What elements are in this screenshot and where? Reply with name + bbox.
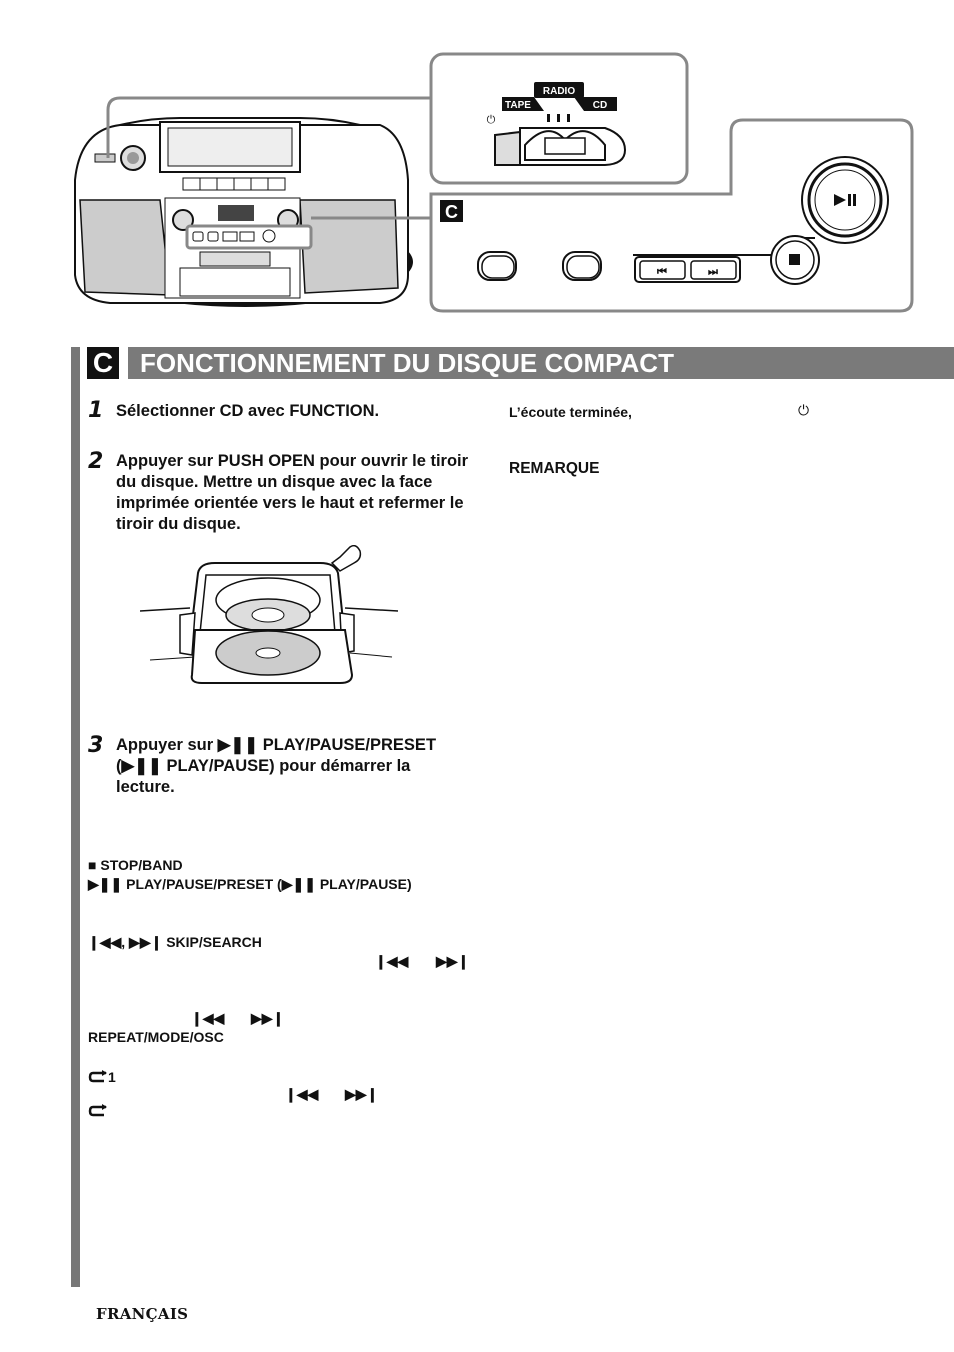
repeat-icon xyxy=(88,1070,108,1084)
step-2-text: Appuyer sur PUSH OPEN pour ouvrir le tiroir du disque. Mettre un disque avec la face imprimée orientée vers le haut et refermer le tiroir du disque. xyxy=(116,452,469,533)
section-letter: C xyxy=(87,347,119,379)
step-1-text: Sélectionner CD avec FUNCTION. xyxy=(116,402,380,420)
device-illustration xyxy=(0,0,954,340)
repeat-one-label: 1 xyxy=(108,1069,116,1085)
section-side-bar xyxy=(71,347,80,1287)
skip-forward-icon: ▶▶❙ xyxy=(251,1010,285,1026)
repeat-icon xyxy=(88,1104,108,1118)
step-3-text-open: ( xyxy=(116,757,122,775)
skip-back-icon: ❙◀◀ xyxy=(375,953,409,969)
play-pause-icon: ▶❚❚ xyxy=(217,736,259,754)
svg-text:⏭: ⏭ xyxy=(708,265,718,278)
step-2-number: 2 xyxy=(88,449,104,474)
svg-text:RADIO: RADIO xyxy=(542,86,576,97)
skip-forward-icon: ▶▶❙ xyxy=(436,953,470,969)
stop-band-label: STOP/BAND xyxy=(100,857,183,873)
svg-text:TAPE: TAPE xyxy=(505,100,531,111)
repeat-all-line xyxy=(88,1104,108,1122)
step-3-text-main: PLAY/PAUSE/PRESET xyxy=(262,736,437,754)
section-title: FONCTIONNEMENT DU DISQUE COMPACT xyxy=(140,348,674,378)
step-3-text-main2: PLAY/PAUSE) pour démarrer la xyxy=(166,757,411,775)
function-selector-panel xyxy=(431,54,687,183)
remark-heading: REMARQUE xyxy=(509,460,600,477)
stop-band-line xyxy=(88,856,183,874)
play-pause-icon: ▶❚❚ xyxy=(88,876,123,892)
play-pause-line xyxy=(88,875,412,893)
skip-back-icon: ❙◀◀ xyxy=(285,1086,319,1102)
step-3-text-pre: Appuyer sur xyxy=(116,736,214,754)
footer-language: FRANÇAIS xyxy=(96,1305,189,1323)
svg-text:C: C xyxy=(445,202,458,222)
skip-comma: , xyxy=(121,934,126,950)
repeat-one-line xyxy=(88,1068,116,1086)
disc-tray-illustration xyxy=(140,545,400,710)
step-3-text-end: lecture. xyxy=(116,778,175,796)
play-pause-preset-label: PLAY/PAUSE/PRESET ( xyxy=(126,876,282,892)
play-pause-icon: ▶❚❚ xyxy=(121,757,162,775)
repeat-mode-osc-label: REPEAT/MODE/OSC xyxy=(88,1029,224,1045)
svg-text:⏻: ⏻ xyxy=(486,113,496,126)
skip-back-icon: ❙◀◀ xyxy=(191,1010,225,1026)
svg-text:CD: CD xyxy=(592,100,608,111)
stop-icon: ■ xyxy=(88,857,97,873)
skip-search-label: SKIP/SEARCH xyxy=(166,934,262,950)
play-pause-icon: ▶❚❚ xyxy=(281,876,316,892)
listening-done-text: L’écoute terminée, xyxy=(509,404,632,420)
skip-back-icon: ❙◀◀ xyxy=(88,934,122,950)
step-1-number: 1 xyxy=(88,398,104,423)
svg-text:⏮: ⏮ xyxy=(657,265,667,278)
standby-icon: ⏻ xyxy=(798,403,810,419)
skip-search-line xyxy=(88,933,262,951)
step-3-number: 3 xyxy=(88,733,104,758)
boombox-drawing xyxy=(75,118,413,307)
skip-forward-icon: ▶▶❙ xyxy=(129,934,163,950)
play-pause-label: PLAY/PAUSE) xyxy=(319,876,412,892)
step-3-text xyxy=(116,735,486,798)
skip-forward-icon: ▶▶❙ xyxy=(345,1086,379,1102)
